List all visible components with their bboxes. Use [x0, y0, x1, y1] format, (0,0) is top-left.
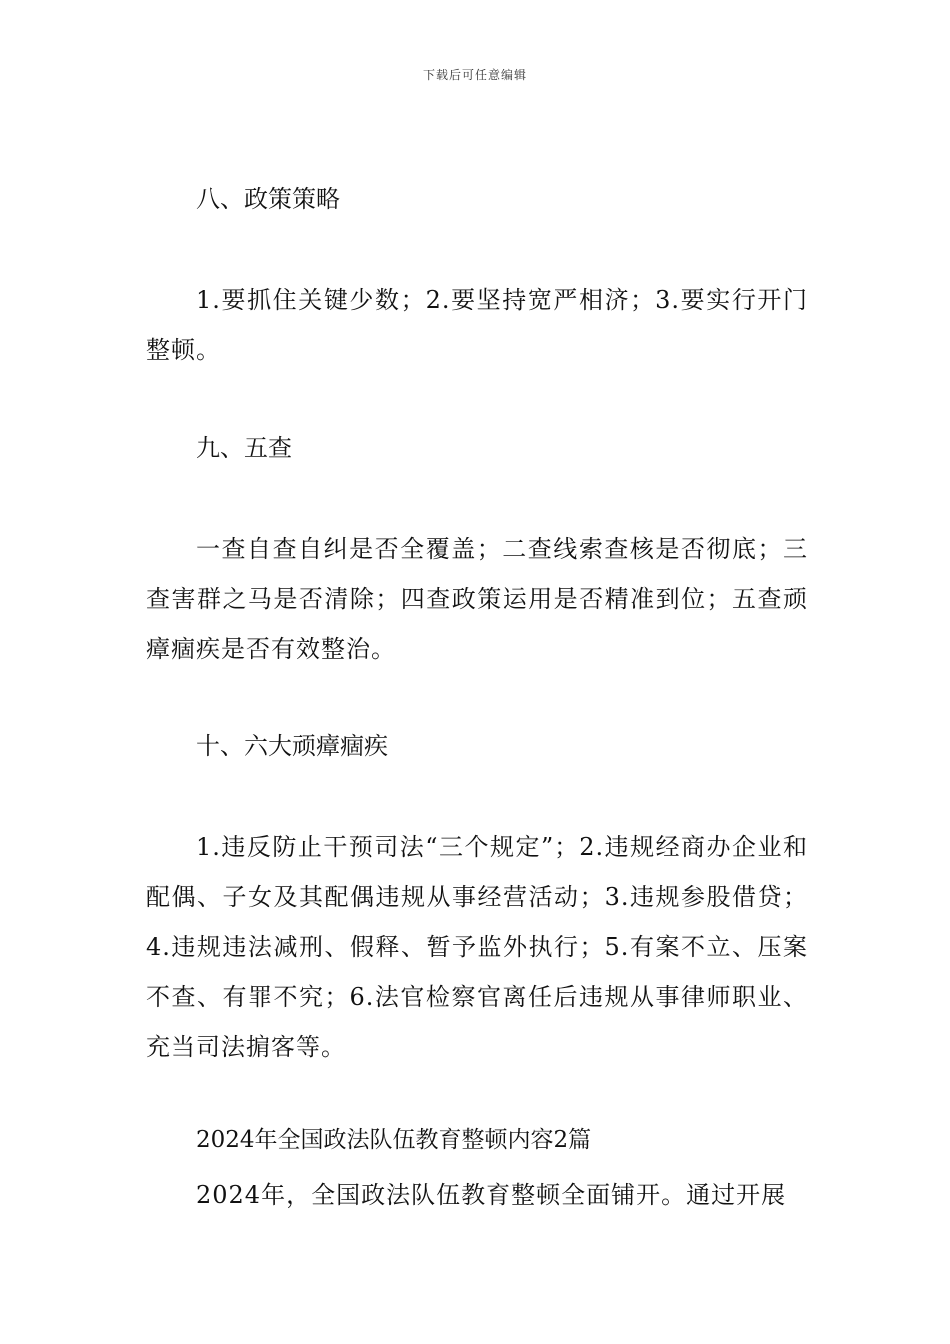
section-heading-8: 八、政策策略	[196, 185, 340, 213]
next-document-first-line: 2024年，全国政法队伍教育整顿全面铺开。通过开展	[196, 1181, 787, 1209]
section-body-10: 1.违反防止干预司法“三个规定”；2.违规经商办企业和配偶、子女及其配偶违规从事经营活动；3.违规参股借贷；4.违规违法减刑、假释、暂予监外执行；5.有案不立、压案不查、有罪不究；6.法官检察官离任后违规从事律师职业、充当司法掮客等。	[146, 833, 808, 1061]
section-body-8: 1.要抓住关键少数；2.要坚持宽严相济；3.要实行开门整顿。	[146, 286, 808, 364]
section-heading-10: 十、六大顽瘴痼疾	[196, 732, 388, 760]
page-header-note: 下载后可任意编辑	[422, 68, 527, 82]
next-document-title: 2024年全国政法队伍教育整顿内容2篇	[196, 1127, 592, 1153]
section-heading-9: 九、五查	[196, 434, 292, 462]
section-body-9: 一查自查自纠是否全覆盖；二查线索查核是否彻底；三查害群之马是否清除；四查政策运用是否精准到位；五查顽瘴痼疾是否有效整治。	[146, 535, 808, 663]
